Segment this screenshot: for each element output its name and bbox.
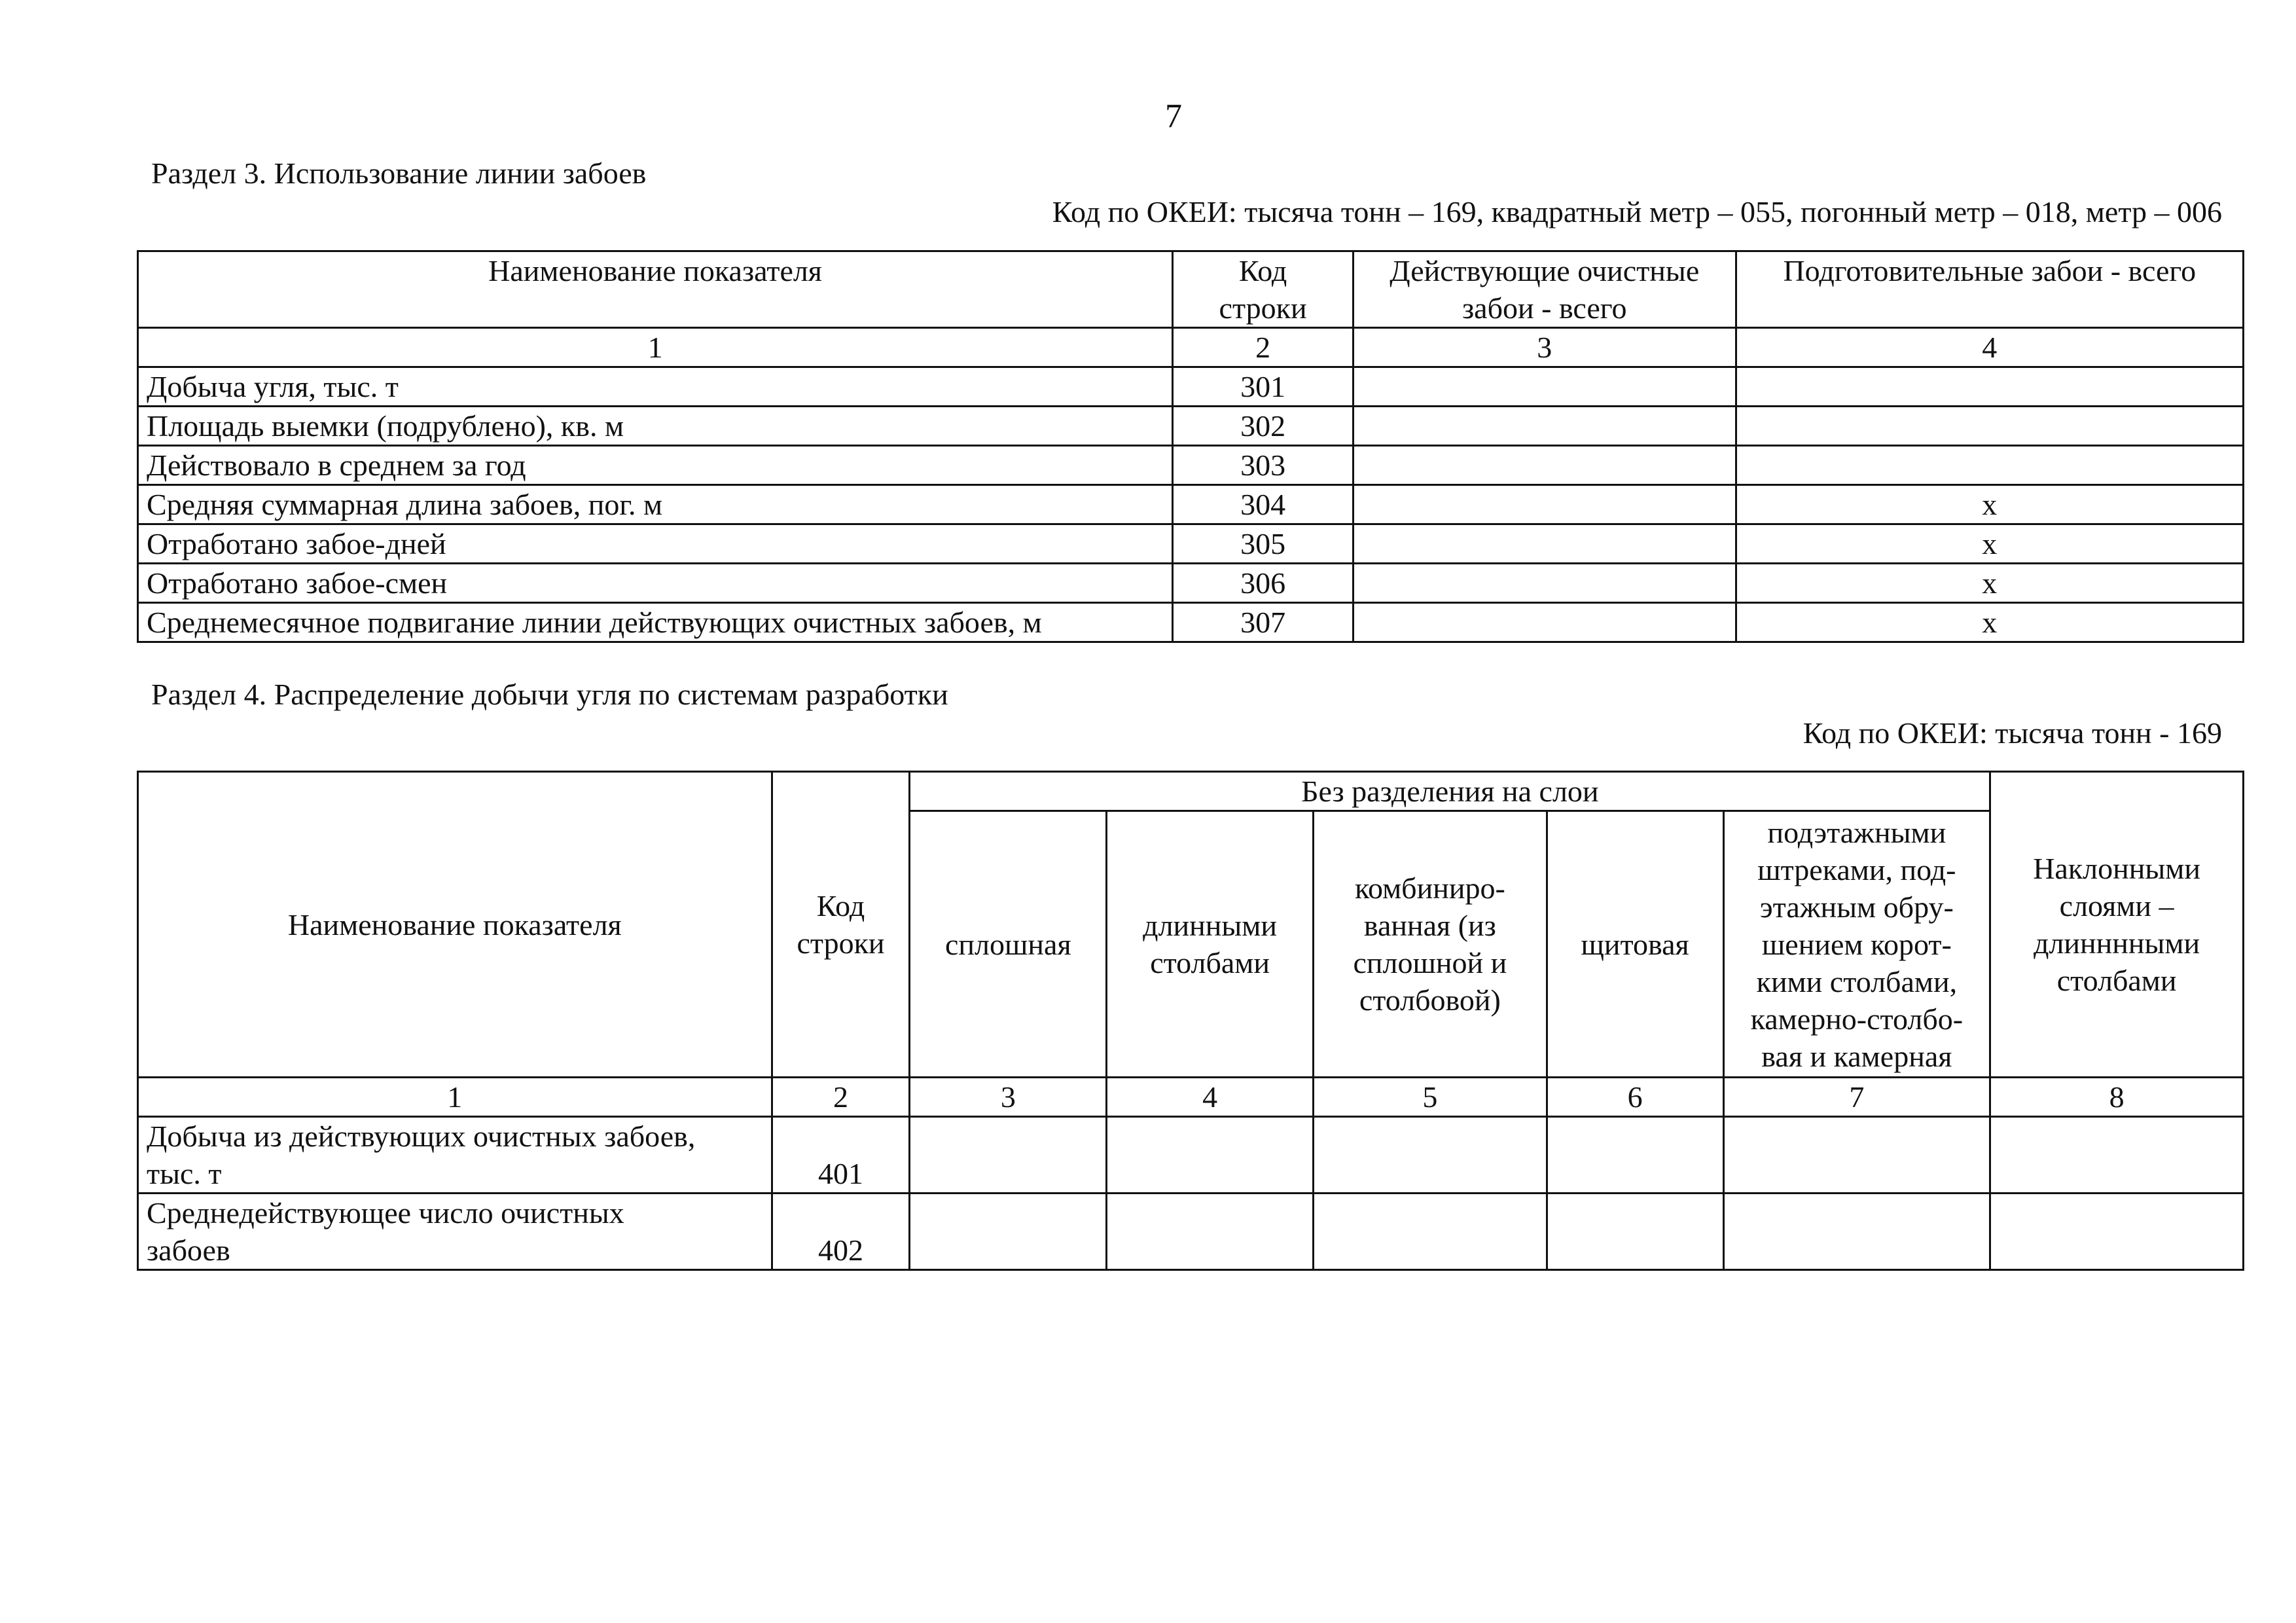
section4-okei: Код по ОКЕИ: тысяча тонн - 169 [1803, 716, 2222, 750]
data-cell[interactable] [1107, 1117, 1314, 1194]
header-group-no-layers: Без разделения на слои [910, 772, 1990, 811]
cell-active[interactable] [1353, 524, 1736, 564]
col-number: 3 [910, 1078, 1107, 1117]
table-row [138, 1194, 2244, 1270]
header-name: Наименование показателя [138, 772, 772, 1078]
data-cell[interactable] [1547, 1194, 1723, 1270]
cell-active[interactable] [1353, 603, 1736, 642]
row-name: Среднемесячное подвигание линии действующих очистных забоев, м [138, 603, 1173, 642]
row-code: 305 [1173, 524, 1354, 564]
row-name: Среднедействующее число очистных забоев [138, 1194, 772, 1270]
row-name: Отработано забое-смен [138, 564, 1173, 603]
row-code: 303 [1173, 446, 1354, 485]
header-name: Наименование показателя [138, 251, 1173, 328]
data-cell[interactable] [1313, 1117, 1547, 1194]
col-number: 1 [138, 1078, 772, 1117]
header-sublevel: подэтажными штреками, под- этажным обру- шением корот- кими столбами, камерно-столбо- вая и камерная [1723, 811, 1990, 1078]
table-row [138, 524, 2244, 564]
col-number: 2 [1173, 328, 1354, 367]
cell-active[interactable] [1353, 407, 1736, 446]
table-row [138, 446, 2244, 485]
section4-table [137, 771, 2244, 1271]
col-number: 8 [1990, 1078, 2244, 1117]
data-cell[interactable] [910, 1117, 1107, 1194]
cell-prep: х [1736, 564, 2243, 603]
table-row [138, 564, 2244, 603]
row-name: Добыча из действующих очистных забоев, тыс. т [138, 1117, 772, 1194]
row-name: Отработано забое-дней [138, 524, 1173, 564]
row-name: Добыча угля, тыс. т [138, 367, 1173, 407]
cell-active[interactable] [1353, 485, 1736, 524]
table-row [138, 1117, 2244, 1194]
col-number: 3 [1353, 328, 1736, 367]
col-number: 2 [772, 1078, 910, 1117]
header-code: Код строки [772, 772, 910, 1078]
page-number: 7 [1165, 98, 1182, 135]
col-number: 7 [1723, 1078, 1990, 1117]
header-combined: комбиниро- ванная (из сплошной и столбовой) [1313, 811, 1547, 1078]
row-code: 306 [1173, 564, 1354, 603]
cell-prep[interactable] [1736, 446, 2243, 485]
section3-title: Раздел 3. Использование линии забоев [151, 156, 647, 190]
cell-prep: х [1736, 485, 2243, 524]
header-long-pillars: длинными столбами [1107, 811, 1314, 1078]
cell-prep: х [1736, 603, 2243, 642]
section3-table [137, 250, 2244, 643]
col-number: 1 [138, 328, 1173, 367]
col-number: 4 [1736, 328, 2243, 367]
section3-okei: Код по ОКЕИ: тысяча тонн – 169, квадратный метр – 055, погонный метр – 018, метр – 006 [1052, 195, 2222, 228]
row-code: 307 [1173, 603, 1354, 642]
row-code: 302 [1173, 407, 1354, 446]
cell-active[interactable] [1353, 564, 1736, 603]
header-prep-faces: Подготовительные забои - всего [1736, 251, 2243, 328]
row-name: Средняя суммарная длина забоев, пог. м [138, 485, 1173, 524]
col-number: 5 [1313, 1078, 1547, 1117]
header-shield: щитовая [1547, 811, 1723, 1078]
table-row [138, 485, 2244, 524]
row-code: 401 [772, 1117, 910, 1194]
header-code: Код строки [1173, 251, 1354, 328]
row-code: 304 [1173, 485, 1354, 524]
cell-prep[interactable] [1736, 367, 2243, 407]
row-code: 301 [1173, 367, 1354, 407]
table-row [138, 367, 2244, 407]
data-cell[interactable] [1723, 1194, 1990, 1270]
table-row [138, 407, 2244, 446]
header-continuous: сплошная [910, 811, 1107, 1078]
col-number: 4 [1107, 1078, 1314, 1117]
col-number: 6 [1547, 1078, 1723, 1117]
data-cell[interactable] [1723, 1117, 1990, 1194]
row-code: 402 [772, 1194, 910, 1270]
data-cell[interactable] [1107, 1194, 1314, 1270]
section4-title: Раздел 4. Распределение добычи угля по системам разработки [151, 678, 948, 711]
data-cell[interactable] [1313, 1194, 1547, 1270]
data-cell[interactable] [1547, 1117, 1723, 1194]
cell-prep[interactable] [1736, 407, 2243, 446]
data-cell[interactable] [1990, 1194, 2244, 1270]
cell-active[interactable] [1353, 367, 1736, 407]
header-inclined-layers: Наклонными слоями – длинннными столбами [1990, 772, 2244, 1078]
cell-prep: х [1736, 524, 2243, 564]
cell-active[interactable] [1353, 446, 1736, 485]
row-name: Площадь выемки (подрублено), кв. м [138, 407, 1173, 446]
table-row [138, 603, 2244, 642]
row-name: Действовало в среднем за год [138, 446, 1173, 485]
data-cell[interactable] [1990, 1117, 2244, 1194]
data-cell[interactable] [910, 1194, 1107, 1270]
header-active-faces: Действующие очистные забои - всего [1353, 251, 1736, 328]
